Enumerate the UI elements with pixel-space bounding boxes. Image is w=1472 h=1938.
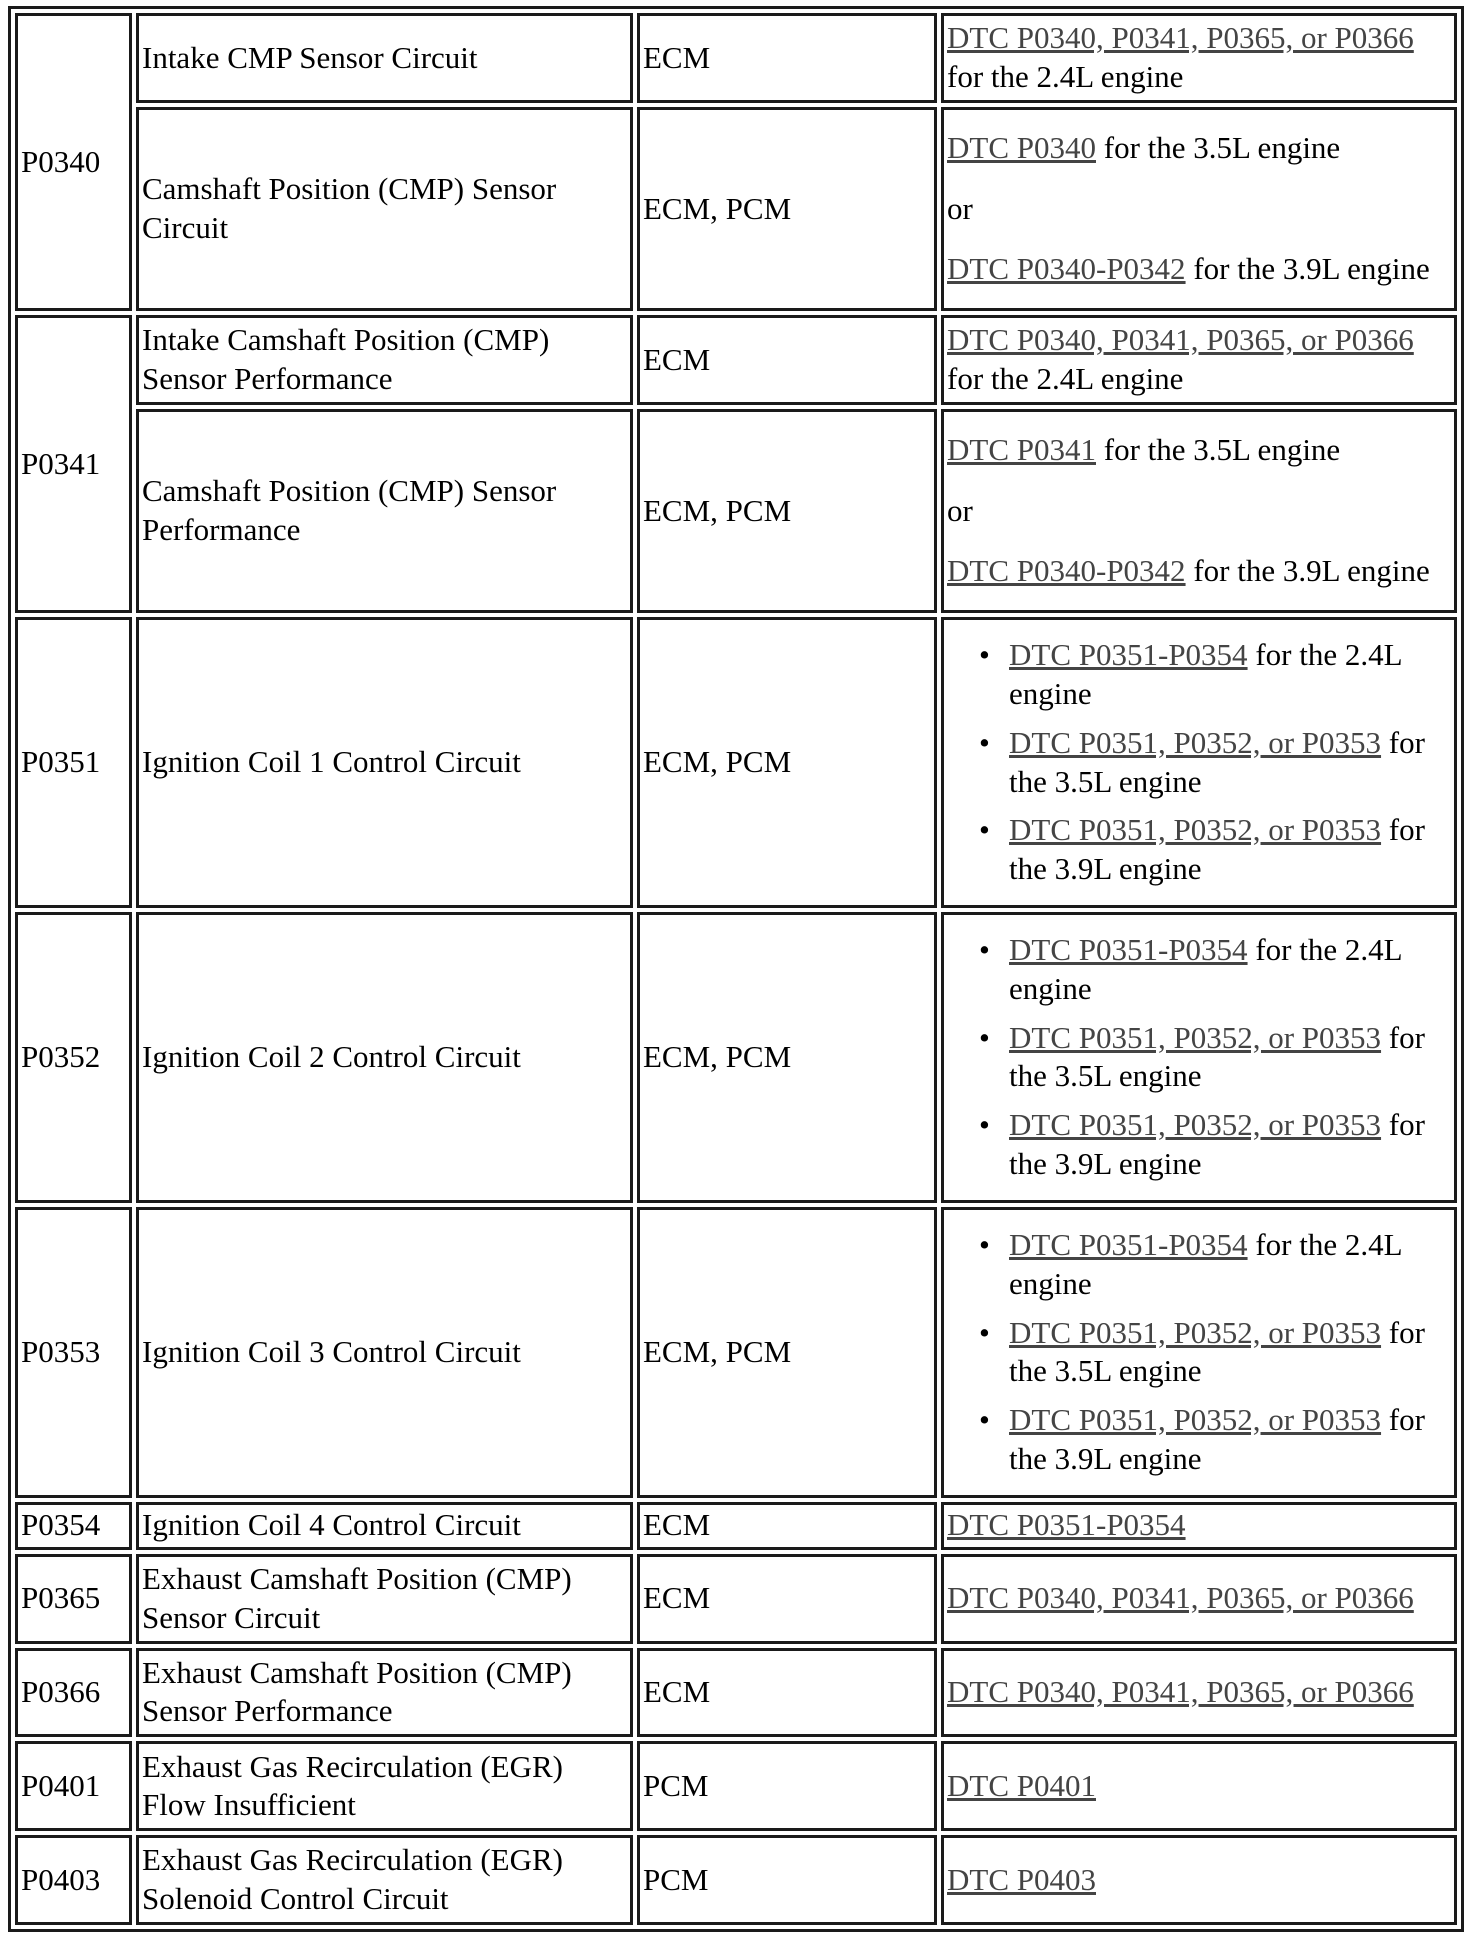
description-cell: Ignition Coil 3 Control Circuit — [136, 1207, 633, 1498]
list-item — [979, 1314, 1451, 1392]
module-cell: ECM, PCM — [637, 107, 937, 311]
dtc-link[interactable]: DTC P0401 — [947, 1767, 1096, 1803]
list-item — [979, 1019, 1451, 1097]
bullet-icon: • — [979, 1402, 990, 1438]
reference-cell — [941, 409, 1457, 613]
module-cell: ECM, PCM — [637, 912, 937, 1203]
bullet-icon: • — [979, 1107, 990, 1143]
bullet-icon: • — [979, 812, 990, 848]
link-suffix: for the 3.9L engine — [1009, 812, 1425, 887]
dtc-link[interactable]: DTC P0351, P0352, or P0353 — [1009, 1107, 1382, 1143]
description-cell: Exhaust Gas Recirculation (EGR) Solenoid Control Circuit — [136, 1835, 633, 1925]
list-item — [979, 636, 1451, 714]
description-cell: Exhaust Camshaft Position (CMP) Sensor Circuit — [136, 1554, 633, 1644]
reference-cell — [941, 1554, 1457, 1644]
list-item — [979, 931, 1451, 1009]
link-suffix: for the 2.4L engine — [1009, 1227, 1402, 1301]
dtc-code-cell: P0341 — [15, 315, 132, 613]
dtc-link[interactable]: DTC P0340, P0341, P0365, or P0366 — [947, 322, 1414, 358]
dtc-link[interactable]: DTC P0340 — [947, 129, 1096, 165]
dtc-link[interactable]: DTC P0351-P0354 — [1009, 1227, 1248, 1263]
dtc-link[interactable]: DTC P0340, P0341, P0365, or P0366 — [947, 20, 1414, 56]
reference-cell — [941, 1741, 1457, 1831]
reference-list — [947, 931, 1451, 1184]
reference-list — [947, 1226, 1451, 1479]
link-suffix: for the 2.4L engine — [1009, 932, 1402, 1006]
dtc-code-cell: P0365 — [15, 1554, 132, 1644]
link-suffix: for the 3.9L engine — [1009, 1402, 1425, 1476]
link-suffix: for the 2.4L engine — [947, 360, 1184, 396]
table-row — [15, 912, 1457, 1203]
module-cell: ECM — [637, 1502, 937, 1550]
dtc-link[interactable]: DTC P0340-P0342 — [947, 553, 1186, 589]
table-row — [15, 1648, 1457, 1738]
reference-cell — [941, 912, 1457, 1203]
dtc-code-cell: P0351 — [15, 617, 132, 908]
reference-cell — [941, 1207, 1457, 1498]
reference-cell — [941, 13, 1457, 103]
table-row — [15, 107, 1457, 311]
dtc-code-cell: P0340 — [15, 13, 132, 311]
bullet-icon: • — [979, 1314, 990, 1350]
bullet-icon: • — [979, 724, 990, 760]
link-suffix: for the 3.5L engine — [1009, 1019, 1425, 1094]
module-cell: ECM — [637, 1554, 937, 1644]
description-cell: Intake CMP Sensor Circuit — [136, 13, 633, 103]
module-cell: ECM, PCM — [637, 1207, 937, 1498]
dtc-code-cell: P0366 — [15, 1648, 132, 1738]
link-suffix: for the 3.9L engine — [1185, 251, 1430, 287]
link-suffix: for the 2.4L engine — [947, 58, 1184, 94]
table-row — [15, 1554, 1457, 1644]
dtc-link[interactable]: DTC P0403 — [947, 1861, 1096, 1897]
table-row — [15, 1207, 1457, 1498]
dtc-link[interactable]: DTC P0351-P0354 — [947, 1507, 1186, 1543]
table-row — [15, 1835, 1457, 1925]
or-text: or — [947, 190, 973, 226]
dtc-link[interactable]: DTC P0351, P0352, or P0353 — [1009, 812, 1382, 848]
list-item — [979, 724, 1451, 802]
reference-cell — [941, 1648, 1457, 1738]
description-cell: Camshaft Position (CMP) Sensor Circuit — [136, 107, 633, 311]
dtc-link[interactable]: DTC P0351-P0354 — [1009, 637, 1248, 673]
reference-cell — [941, 617, 1457, 908]
bullet-icon: • — [979, 637, 990, 673]
module-cell: PCM — [637, 1741, 937, 1831]
table-row — [15, 13, 1457, 103]
dtc-link[interactable]: DTC P0351-P0354 — [1009, 932, 1248, 968]
dtc-code-cell: P0353 — [15, 1207, 132, 1498]
dtc-link[interactable]: DTC P0351, P0352, or P0353 — [1009, 1314, 1382, 1350]
link-suffix: for the 3.5L engine — [1009, 724, 1425, 799]
module-cell: ECM — [637, 13, 937, 103]
link-suffix: for the 3.5L engine — [1096, 431, 1341, 467]
dtc-code-cell: P0401 — [15, 1741, 132, 1831]
description-cell: Exhaust Gas Recirculation (EGR) Flow Insufficient — [136, 1741, 633, 1831]
table-row — [15, 617, 1457, 908]
dtc-link[interactable]: DTC P0351, P0352, or P0353 — [1009, 724, 1382, 760]
list-item — [979, 1106, 1451, 1184]
list-item — [979, 1226, 1451, 1304]
description-cell: Exhaust Camshaft Position (CMP) Sensor Performance — [136, 1648, 633, 1738]
dtc-link[interactable]: DTC P0340, P0341, P0365, or P0366 — [947, 1580, 1414, 1616]
description-cell: Camshaft Position (CMP) Sensor Performance — [136, 409, 633, 613]
dtc-link[interactable]: DTC P0340-P0342 — [947, 251, 1186, 287]
module-cell: ECM, PCM — [637, 409, 937, 613]
dtc-link[interactable]: DTC P0351, P0352, or P0353 — [1009, 1019, 1382, 1055]
module-cell: ECM — [637, 315, 937, 405]
dtc-table — [8, 6, 1464, 1932]
dtc-code-cell: P0354 — [15, 1502, 132, 1550]
dtc-link[interactable]: DTC P0340, P0341, P0365, or P0366 — [947, 1674, 1414, 1710]
dtc-code-cell: P0403 — [15, 1835, 132, 1925]
reference-cell — [941, 107, 1457, 311]
reference-cell — [941, 1835, 1457, 1925]
reference-cell — [941, 315, 1457, 405]
module-cell: ECM — [637, 1648, 937, 1738]
table-row — [15, 1741, 1457, 1831]
bullet-icon: • — [979, 1019, 990, 1055]
bullet-icon: • — [979, 932, 990, 968]
or-text: or — [947, 492, 973, 528]
bullet-icon: • — [979, 1227, 990, 1263]
dtc-code-cell: P0352 — [15, 912, 132, 1203]
dtc-link[interactable]: DTC P0341 — [947, 431, 1096, 467]
list-item — [979, 1401, 1451, 1479]
table-row — [15, 315, 1457, 405]
reference-list — [947, 636, 1451, 889]
link-suffix: for the 3.5L engine — [1009, 1314, 1425, 1389]
dtc-link[interactable]: DTC P0351, P0352, or P0353 — [1009, 1402, 1382, 1438]
link-suffix: for the 3.9L engine — [1185, 553, 1430, 589]
link-suffix: for the 3.9L engine — [1009, 1107, 1425, 1181]
description-cell: Ignition Coil 1 Control Circuit — [136, 617, 633, 908]
link-suffix: for the 3.5L engine — [1096, 129, 1341, 165]
reference-cell — [941, 1502, 1457, 1550]
description-cell: Ignition Coil 2 Control Circuit — [136, 912, 633, 1203]
module-cell: PCM — [637, 1835, 937, 1925]
list-item — [979, 811, 1451, 889]
table-row — [15, 1502, 1457, 1550]
description-cell: Intake Camshaft Position (CMP) Sensor Performance — [136, 315, 633, 405]
description-cell: Ignition Coil 4 Control Circuit — [136, 1502, 633, 1550]
link-suffix: for the 2.4L engine — [1009, 637, 1402, 712]
table-row — [15, 409, 1457, 613]
module-cell: ECM, PCM — [637, 617, 937, 908]
